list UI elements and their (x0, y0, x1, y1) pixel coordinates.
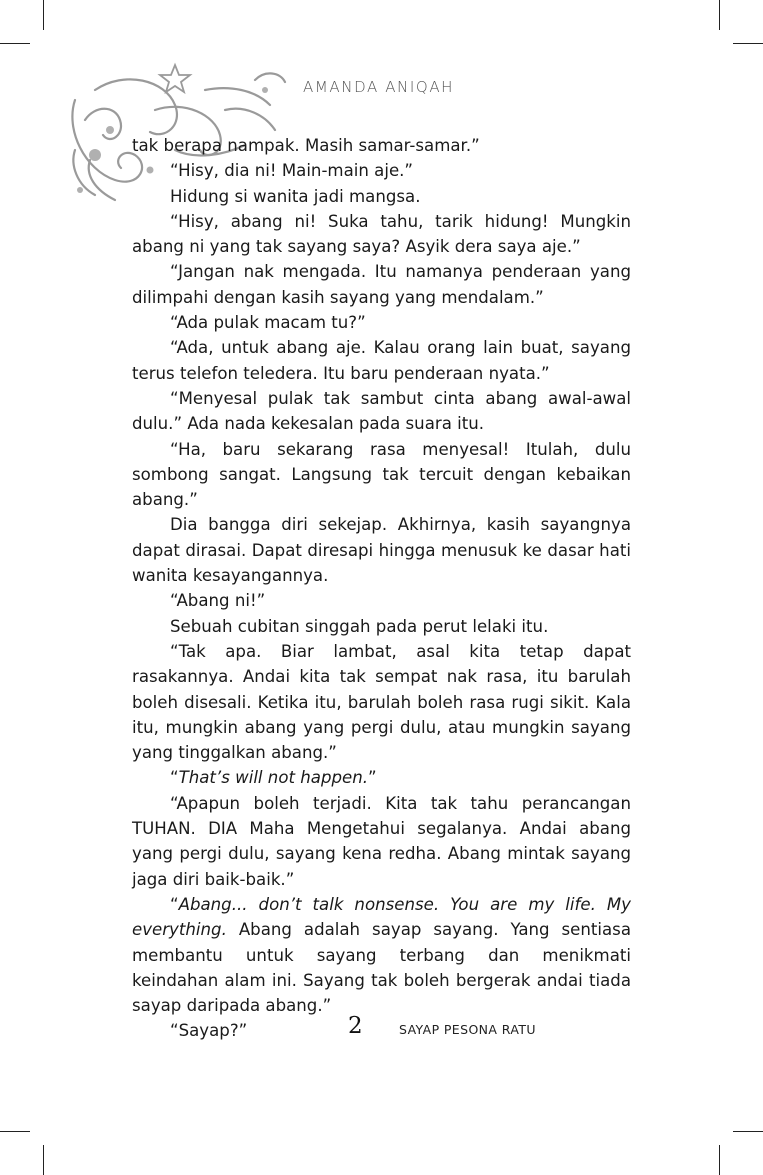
paragraph: tak berapa nampak. Masih samar-samar.” (132, 136, 480, 155)
paragraph-rest: Abang adalah sayap sayang. Yang sentiasa membantu untuk sayang terbang dan menikmati keindahan alam ini. Sayang tak boleh bergerak andai tiada sayap daripada abang.” (132, 920, 631, 1016)
page-body (132, 133, 631, 1044)
paragraph: Dia bangga diri sekejap. Akhirnya, kasih sayangnya dapat dirasai. Dapat diresapi hingga menusuk ke dasar hati wanita kesayangannya. (132, 515, 631, 586)
running-foot-title: SAYAP PESONA RATU (399, 1022, 536, 1037)
paragraph: “Hisy, dia ni! Main-main aje.” (170, 161, 414, 181)
italic-text: Abang... don’t talk nonsense. You are my life. My everything. (132, 894, 631, 940)
crop-mark-top-right (719, 0, 720, 30)
crop-mark-top-left-h (0, 43, 30, 44)
paragraph: “Hisy, abang ni! Suka tahu, tarik hidung! Mungkin abang ni yang tak sayang saya? Asyik dera saya aje.” (132, 211, 631, 257)
page-number: 2 (348, 1013, 363, 1039)
paragraph: “Abang ni!” (170, 591, 266, 611)
crop-mark-bottom-right (719, 1145, 720, 1175)
crop-mark-bottom-right-h (733, 1131, 763, 1132)
paragraph: “Ada pulak macam tu?” (170, 313, 366, 333)
paragraph: “Sayap?” (170, 1021, 248, 1041)
paragraph (132, 892, 631, 1018)
paragraph: “Menyesal pulak tak sambut cinta abang awal-awal dulu.” Ada nada kekesalan pada suara itu. (132, 388, 631, 434)
paragraph: “Jangan nak mengada. Itu namanya penderaan yang dilimpahi dengan kasih sayang yang mendalam.” (132, 262, 631, 307)
running-head-author: AMANDA ANIQAH (303, 78, 455, 96)
paragraph: “Apapun boleh terjadi. Kita tak tahu perancangan TUHAN. DIA Maha Mengetahui segalanya. Andai abang yang pergi dulu, sayang kena redha. Abang mintak sayang jaga diri baik-baik.” (132, 793, 631, 889)
crop-mark-top-right-h (733, 43, 763, 44)
paragraph: Sebuah cubitan singgah pada perut lelaki itu. (170, 616, 549, 636)
paragraph: “Ada, untuk abang aje. Kalau orang lain buat, sayang terus telefon teledera. Itu baru penderaan nyata.” (132, 338, 631, 383)
open-quote: “ (170, 894, 179, 914)
italic-text: That’s will not happen. (178, 768, 369, 788)
paragraph: Hidung si wanita jadi mangsa. (170, 186, 421, 206)
crop-mark-bottom-left (43, 1145, 44, 1175)
paragraph: “Ha, baru sekarang rasa menyesal! Itulah, dulu sombong sangat. Langsung tak tercuit dengan kebaikan abang.” (132, 439, 631, 510)
crop-mark-bottom-left-h (0, 1131, 30, 1132)
crop-mark-top-left (43, 0, 44, 30)
paragraph: “Tak apa. Biar lambat, asal kita tetap dapat rasakannya. Andai kita tak sempat nak rasa, itu barulah boleh disesali. Ketika itu, barulah boleh rasa rugi sikit. Kala itu, mungkin abang yang pergi dulu, atau mungkin sayang yang tinggalkan abang.” (132, 641, 631, 763)
paragraph: “That’s will not happen.” (170, 768, 377, 788)
